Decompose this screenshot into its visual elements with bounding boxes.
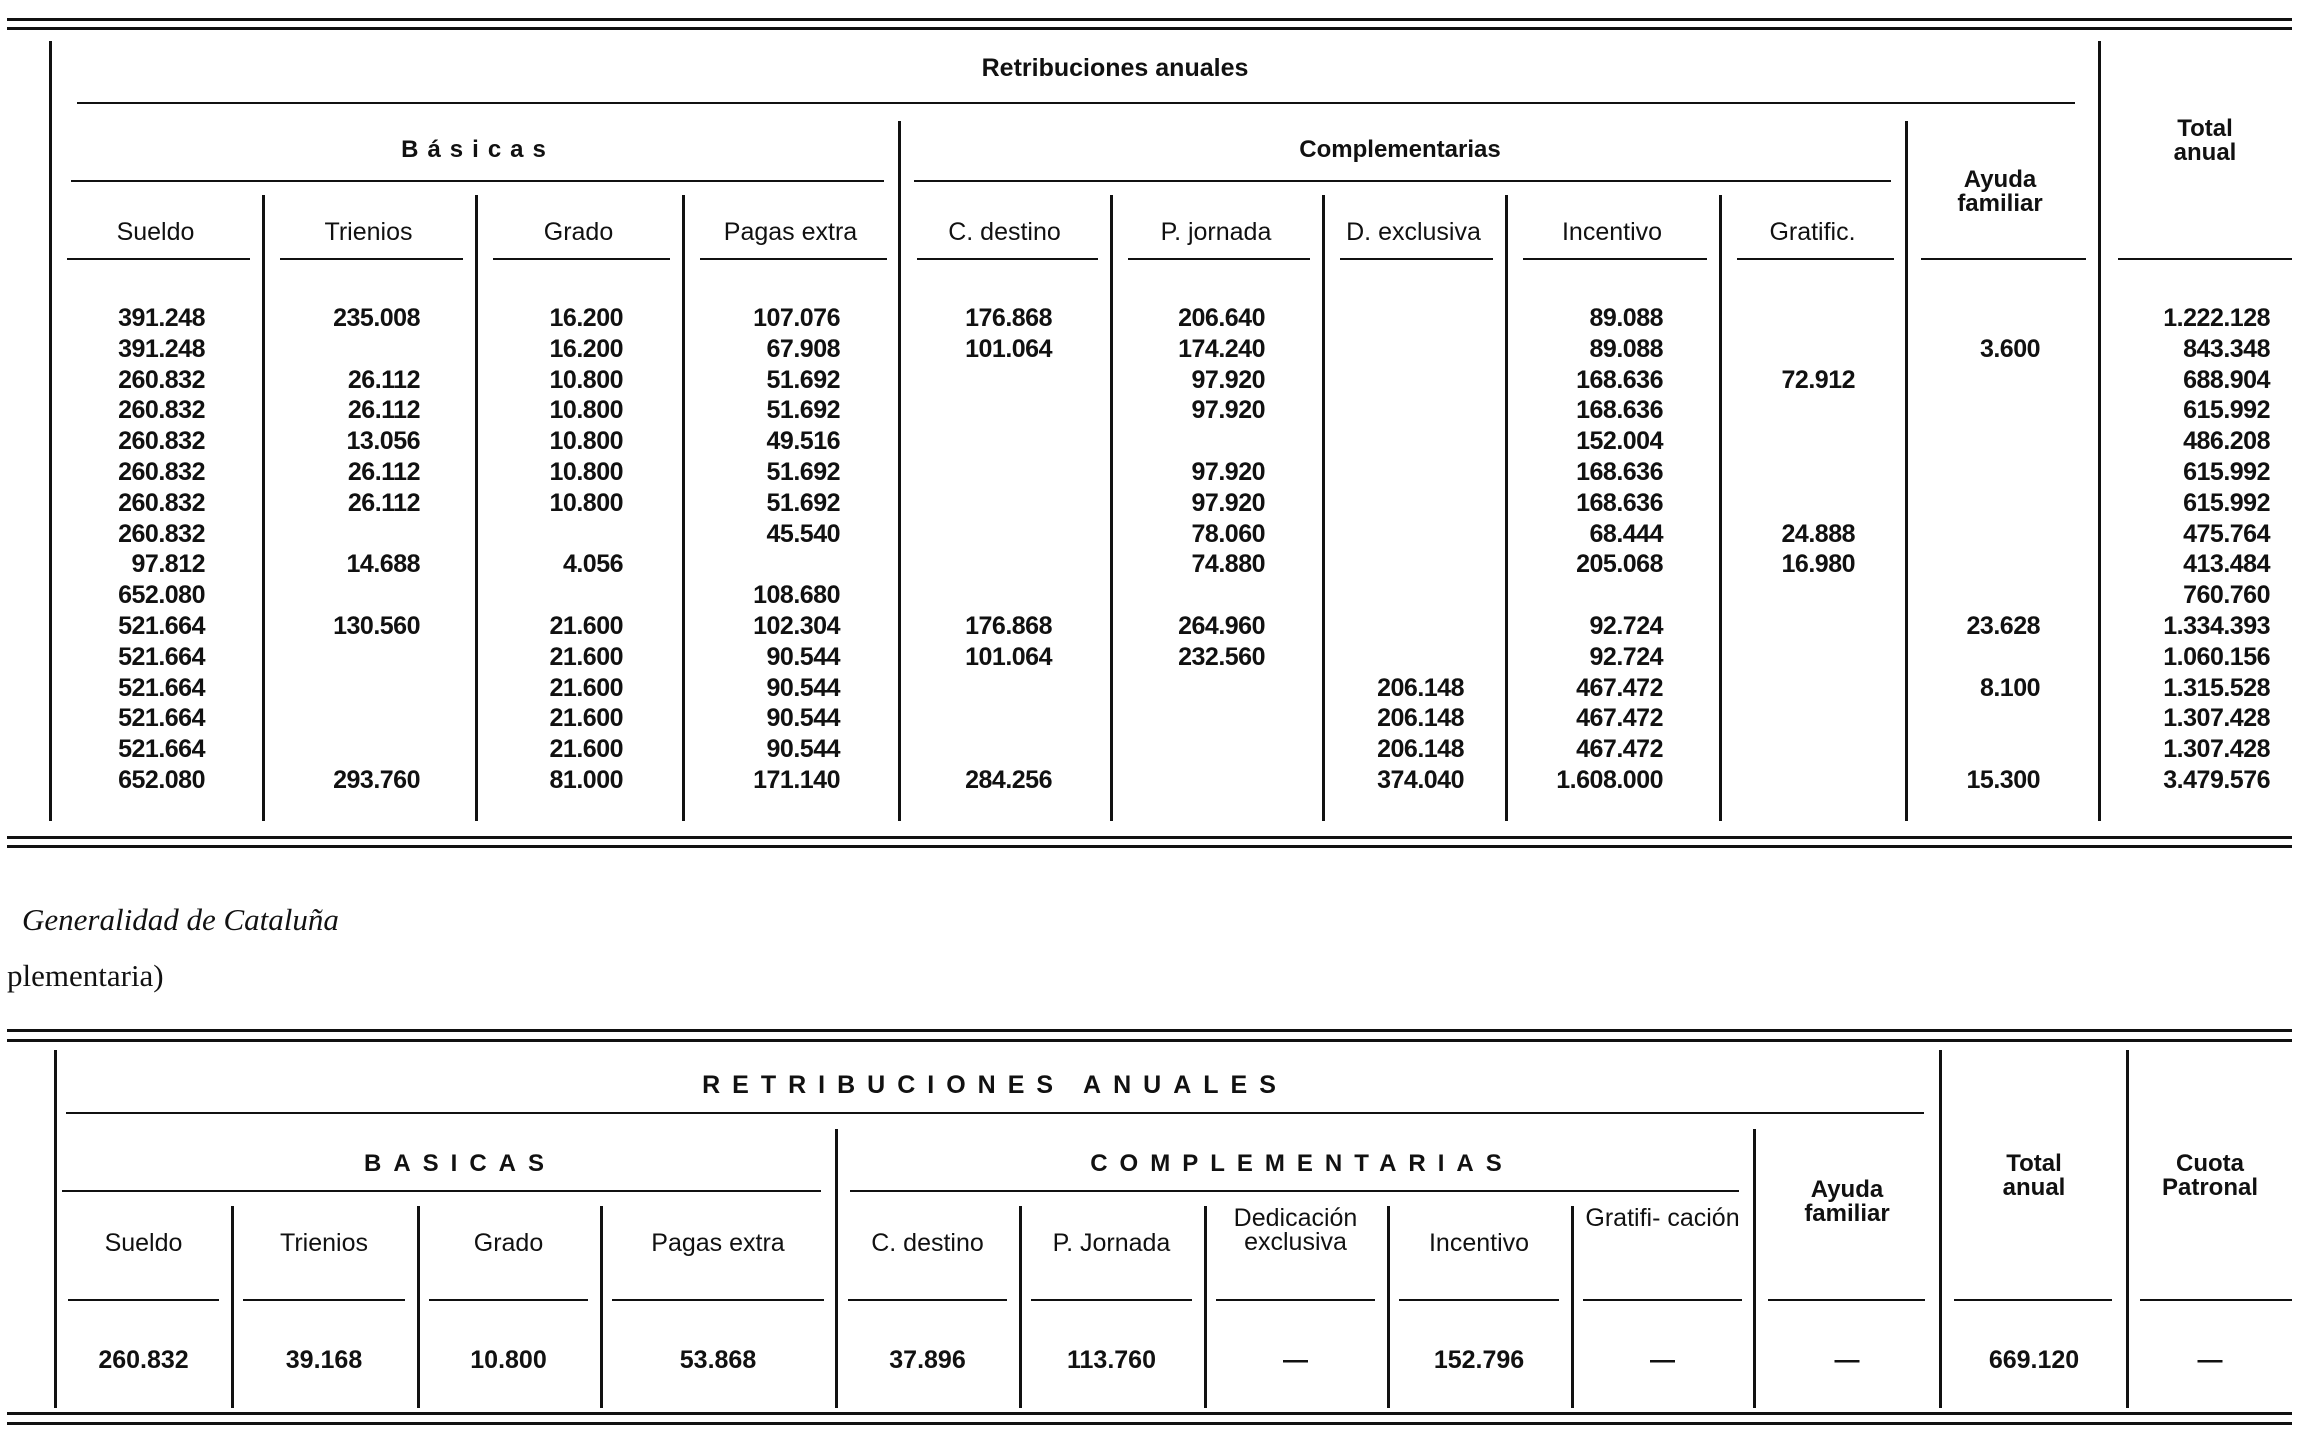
table-cell: 51.692 <box>766 396 840 425</box>
table-cell: 3.479.576 <box>2163 766 2270 794</box>
table-cell: 92.724 <box>1589 612 1663 640</box>
column-underline <box>612 1299 824 1301</box>
column-header-4: C. destino <box>871 1229 984 1257</box>
table-cell: 90.544 <box>766 642 840 671</box>
column-underline <box>1737 258 1894 260</box>
column-underline <box>1128 258 1310 260</box>
table-cell: 760.760 <box>2183 581 2270 610</box>
rule <box>7 18 2292 21</box>
rule <box>77 102 2075 104</box>
table-cell: 284.256 <box>965 766 1052 794</box>
table-cell: 90.544 <box>766 704 840 733</box>
column-header-4: C. destino <box>948 218 1061 246</box>
table-cell: 21.600 <box>549 673 623 702</box>
table-cell: 130.560 <box>333 612 420 640</box>
column-underline <box>2140 1299 2292 1301</box>
table-cell: 78.060 <box>1191 519 1265 548</box>
rule <box>62 1190 821 1192</box>
table-cell: 206.148 <box>1377 704 1464 733</box>
table-cell: — <box>1283 1346 1308 1374</box>
table-cell: 108.680 <box>753 581 840 610</box>
table-cell: 97.920 <box>1191 458 1265 486</box>
table-cell: 176.868 <box>965 304 1052 332</box>
table-cell: 21.600 <box>549 612 623 640</box>
table-cell: 4.056 <box>562 550 623 579</box>
column-divider <box>835 1129 838 1408</box>
table-cell: 260.832 <box>118 488 205 517</box>
column-divider <box>1905 121 1908 821</box>
table-cell: 89.088 <box>1589 334 1663 363</box>
column-header-1: Trienios <box>280 1229 368 1257</box>
table-cell: 235.008 <box>333 304 420 332</box>
table-cell: 486.208 <box>2183 427 2270 456</box>
table-cell: 374.040 <box>1377 766 1464 794</box>
table-cell: 264.960 <box>1178 612 1265 640</box>
column-divider <box>2126 1050 2129 1408</box>
column-underline <box>68 1299 219 1301</box>
table-cell: 152.796 <box>1433 1346 1525 1374</box>
table-cell: 1.608.000 <box>1556 766 1663 794</box>
table-cell: 68.444 <box>1589 519 1663 548</box>
table-cell: 168.636 <box>1576 458 1663 486</box>
table-cell: 10.800 <box>549 427 623 456</box>
table-cell: 1.060.156 <box>2163 642 2270 671</box>
table-cell: — <box>1834 1346 1860 1374</box>
column-underline <box>1523 258 1707 260</box>
table-cell: 232.560 <box>1178 642 1265 671</box>
table-cell: 615.992 <box>2183 458 2270 486</box>
table-cell: 113.760 <box>1067 1346 1156 1374</box>
table-cell: 260.832 <box>118 396 205 425</box>
table-cell: 101.064 <box>965 334 1052 363</box>
column-divider <box>1322 195 1325 821</box>
table-cell: 16.980 <box>1781 550 1855 579</box>
column-header-5: P. jornada <box>1160 218 1272 246</box>
rule <box>850 1190 1739 1192</box>
column-divider <box>1939 1050 1942 1408</box>
table-cell: 10.800 <box>549 365 623 394</box>
table1-group-basicas: Básicas <box>401 136 555 163</box>
table-cell: 14.688 <box>346 550 420 579</box>
table-cell: 615.992 <box>2183 488 2270 517</box>
column-header-8: Gratific. <box>1769 218 1856 246</box>
table-cell: 10.800 <box>549 458 623 486</box>
table-cell: 67.908 <box>766 334 840 363</box>
column-underline <box>493 258 670 260</box>
table-cell: 260.832 <box>118 519 205 548</box>
rule <box>7 1422 2292 1425</box>
table-cell: 97.812 <box>131 550 205 579</box>
column-underline <box>1921 258 2086 260</box>
table1-title: Retribuciones anuales <box>981 54 1249 82</box>
table-cell: 26.112 <box>347 458 420 486</box>
table1-ayuda-header: Ayuda familiar <box>1957 166 2043 217</box>
column-underline <box>1954 1299 2112 1301</box>
table-cell: 391.248 <box>118 334 205 363</box>
table-cell: 174.240 <box>1178 334 1265 363</box>
column-underline <box>1340 258 1493 260</box>
column-underline <box>1583 1299 1742 1301</box>
rule <box>914 180 1891 182</box>
table-cell: 97.920 <box>1191 488 1265 517</box>
table-cell: 206.148 <box>1377 673 1464 702</box>
table-cell: 51.692 <box>766 488 840 517</box>
column-underline <box>280 258 463 260</box>
column-header-2: Grado <box>543 218 614 246</box>
table-cell: 21.600 <box>549 704 623 733</box>
table-cell: 3.600 <box>1979 334 2040 363</box>
table-cell: 205.068 <box>1576 550 1663 579</box>
column-underline <box>1031 1299 1192 1301</box>
table-cell: 260.832 <box>118 458 205 486</box>
column-header-7: Incentivo <box>1561 218 1663 246</box>
column-header-2: Grado <box>473 1229 544 1257</box>
table-cell: 10.800 <box>549 488 623 517</box>
table-cell: 107.076 <box>753 304 840 332</box>
table-cell: 89.088 <box>1589 304 1663 332</box>
table-cell: 152.004 <box>1576 427 1663 456</box>
table-cell: 8.100 <box>1979 673 2040 702</box>
table-cell: 23.628 <box>1966 612 2040 640</box>
table-cell: 413.484 <box>2183 550 2270 579</box>
rule <box>71 180 884 182</box>
table-cell: 176.868 <box>965 612 1052 640</box>
table2-title: RETRIBUCIONES ANUALES <box>702 1071 1288 1099</box>
table-cell: 37.896 <box>889 1346 966 1374</box>
table-cell: 24.888 <box>1781 519 1855 548</box>
column-underline <box>429 1299 588 1301</box>
table-cell: 467.472 <box>1576 673 1663 702</box>
table-border <box>2098 41 2101 821</box>
column-header-5: P. Jornada <box>1052 1229 1171 1257</box>
table-cell: 90.544 <box>766 673 840 702</box>
table2-group-complementarias: COMPLEMENTARIAS <box>1090 1150 1514 1177</box>
rule <box>7 836 2292 839</box>
table-cell: 521.664 <box>118 704 205 733</box>
table-cell: 51.692 <box>766 365 840 394</box>
table-cell: 206.640 <box>1178 304 1265 332</box>
table2-total-header: Total anual <box>2002 1150 2066 1201</box>
table-cell: 53.868 <box>679 1346 757 1374</box>
table-cell: 10.800 <box>470 1346 547 1374</box>
column-divider <box>1719 195 1722 821</box>
section-subtitle: plementaria) <box>7 958 164 993</box>
table-cell: 521.664 <box>118 642 205 671</box>
table-cell: — <box>1650 1346 1675 1374</box>
table-cell: 49.516 <box>766 427 840 456</box>
table-cell: 13.056 <box>346 427 420 456</box>
column-divider <box>682 195 685 821</box>
column-divider <box>898 121 901 821</box>
column-divider <box>1019 1206 1022 1408</box>
column-divider <box>262 195 265 821</box>
column-divider <box>231 1206 234 1408</box>
table-cell: 1.315.528 <box>2163 673 2270 702</box>
column-underline <box>1216 1299 1375 1301</box>
column-underline <box>1768 1299 1925 1301</box>
rule <box>7 845 2292 848</box>
table-cell: 206.148 <box>1377 735 1464 764</box>
column-underline <box>2118 258 2292 260</box>
table-cell: 1.307.428 <box>2163 735 2270 764</box>
table-cell: 260.832 <box>98 1346 189 1374</box>
column-divider <box>600 1206 603 1408</box>
table-cell: 39.168 <box>285 1346 363 1374</box>
column-underline <box>700 258 887 260</box>
column-divider <box>1753 1129 1756 1408</box>
table-border <box>54 1050 57 1408</box>
column-underline <box>243 1299 405 1301</box>
table-cell: 168.636 <box>1576 396 1663 425</box>
column-divider <box>1505 195 1508 821</box>
table-cell: 168.636 <box>1576 488 1663 517</box>
table-border <box>49 41 52 821</box>
table-cell: 101.064 <box>965 642 1052 671</box>
table-cell: 652.080 <box>118 766 205 794</box>
table-cell: 260.832 <box>118 427 205 456</box>
table2-cuota-header: Cuota Patronal <box>2161 1150 2259 1201</box>
table2-group-basicas: BASICAS <box>363 1150 557 1177</box>
rule <box>7 1039 2292 1042</box>
table-cell: 391.248 <box>118 304 205 332</box>
column-divider <box>1571 1206 1574 1408</box>
table-cell: 293.760 <box>333 766 420 794</box>
column-header-3: Pagas extra <box>723 218 858 246</box>
table-cell: 16.200 <box>549 304 623 332</box>
column-underline <box>917 258 1098 260</box>
column-underline <box>1399 1299 1559 1301</box>
table-cell: 521.664 <box>118 673 205 702</box>
column-header-8: Gratifi- cación <box>1585 1204 1740 1232</box>
table-cell: 72.912 <box>1781 365 1855 394</box>
table-cell: 92.724 <box>1589 642 1663 671</box>
table-cell: 74.880 <box>1191 550 1265 579</box>
column-header-1: Trienios <box>324 218 413 246</box>
column-divider <box>1110 195 1113 821</box>
table-cell: 97.920 <box>1191 365 1265 394</box>
table-cell: 1.307.428 <box>2163 704 2270 733</box>
column-header-0: Sueldo <box>116 218 195 246</box>
column-underline <box>67 258 250 260</box>
table-cell: 97.920 <box>1191 396 1265 425</box>
table-cell: 521.664 <box>118 735 205 764</box>
table-cell: 1.334.393 <box>2163 612 2270 640</box>
table-cell: 45.540 <box>766 519 840 548</box>
table-cell: 168.636 <box>1576 365 1663 394</box>
column-divider <box>417 1206 420 1408</box>
column-header-6: D. exclusiva <box>1346 218 1481 246</box>
column-divider <box>1204 1206 1207 1408</box>
column-divider <box>1387 1206 1390 1408</box>
table-cell: 26.112 <box>347 365 420 394</box>
table-cell: 21.600 <box>549 642 623 671</box>
table-cell: 26.112 <box>347 396 420 425</box>
table-cell: 26.112 <box>347 488 420 517</box>
rule <box>66 1112 1924 1114</box>
table-cell: 1.222.128 <box>2163 304 2270 332</box>
table-cell: 260.832 <box>118 365 205 394</box>
table-cell: 16.200 <box>549 334 623 363</box>
column-header-0: Sueldo <box>104 1229 183 1257</box>
table-cell: 669.120 <box>1988 1346 2080 1374</box>
column-header-3: Pagas extra <box>651 1229 785 1257</box>
column-divider <box>475 195 478 821</box>
table-cell: 652.080 <box>118 581 205 610</box>
table-cell: 15.300 <box>1966 766 2040 794</box>
table-cell: 475.764 <box>2183 519 2270 548</box>
column-header-7: Incentivo <box>1428 1229 1530 1257</box>
table-cell: 81.000 <box>549 766 623 794</box>
table-cell: 51.692 <box>766 458 840 486</box>
column-header-6: Dedicación exclusiva <box>1233 1204 1358 1256</box>
column-underline <box>848 1299 1007 1301</box>
table-cell: 688.904 <box>2183 365 2270 394</box>
table-cell: 615.992 <box>2183 396 2270 425</box>
table1-group-complementarias: Complementarias <box>1299 136 1501 163</box>
table2-ayuda-header: Ayuda familiar <box>1804 1176 1890 1227</box>
table-cell: — <box>2197 1346 2223 1374</box>
rule <box>7 1412 2292 1415</box>
table1-total-header: Total anual <box>2173 115 2237 166</box>
table-cell: 171.140 <box>753 766 840 794</box>
rule <box>7 27 2292 30</box>
rule <box>7 1029 2292 1032</box>
table-cell: 10.800 <box>549 396 623 425</box>
table-cell: 521.664 <box>118 612 205 640</box>
section-title: Generalidad de Cataluña <box>22 902 339 937</box>
table-cell: 102.304 <box>753 612 840 640</box>
table-cell: 843.348 <box>2183 334 2270 363</box>
table-cell: 467.472 <box>1576 735 1663 764</box>
table-cell: 467.472 <box>1576 704 1663 733</box>
table-cell: 90.544 <box>766 735 840 764</box>
table-cell: 21.600 <box>549 735 623 764</box>
